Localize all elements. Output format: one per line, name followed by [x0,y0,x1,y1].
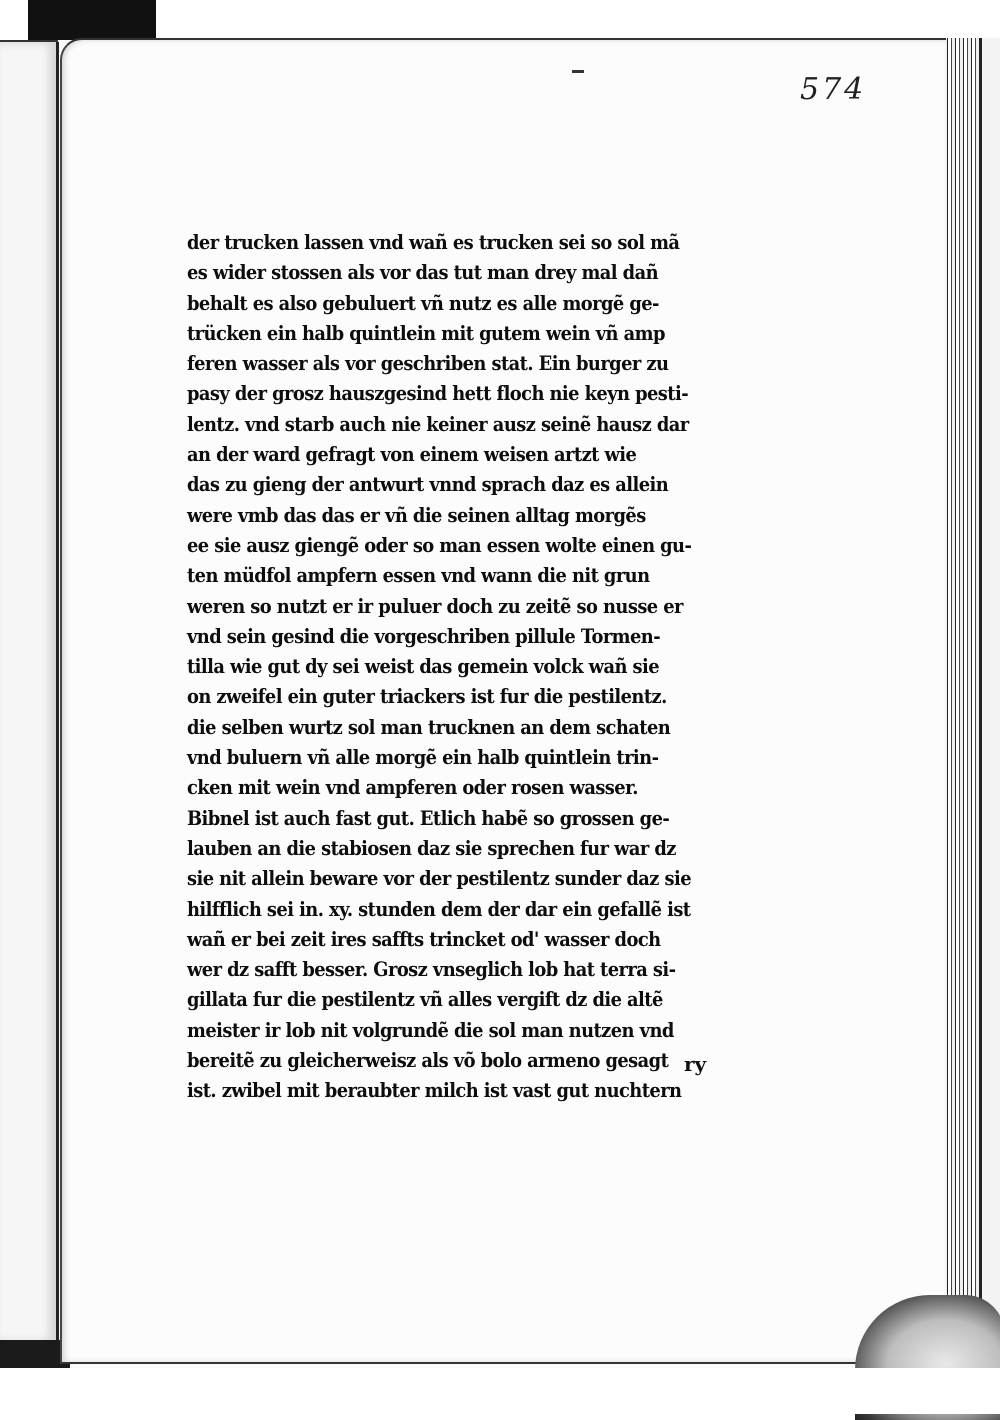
text-line: gillata fur die pestilentz vñ alles vergift dz die altẽ [187,988,663,1012]
text-line: an der ward gefragt von einem weisen artzt wie [187,443,637,467]
blackletter-text-block [187,228,727,1107]
text-line: lentz. vnd starb auch nie keiner ausz seinẽ hausz dar [187,412,689,436]
text-line: tilla wie gut dy sei weist das gemein volck wañ sie [187,655,660,679]
text-line: behalt es also gebuluert vñ nutz es alle morgẽ ge- [187,291,659,315]
text-line: bereitẽ zu gleicherweisz als võ bolo armeno gesagt [187,1049,669,1073]
text-line: die selben wurtz sol man trucknen an dem schaten [187,715,671,739]
text-line: wañ er bei zeit ires saffts trincket od' wasser doch [187,927,661,951]
text-line: meister ir lob nit volgrundẽ die sol man nutzen vnd [187,1018,674,1042]
text-line: cken mit wein vnd ampferen oder rosen wasser. [187,776,638,800]
text-line: feren wasser als vor geschriben stat. Ein burger zu [187,352,669,376]
text-line: pasy der grosz hauszgesind hett floch nie keyn pesti- [187,382,689,406]
text-line: der trucken lassen vnd wañ es trucken sei so sol mã [187,231,680,254]
text-line: sie nit allein beware vor der pestilentz sunder daz sie [187,867,692,891]
text-line: lauben an die stabiosen daz sie sprechen fur war dz [187,836,676,860]
left-page [0,42,59,1342]
text-line: Bibnel ist auch fast gut. Etlich habẽ so grossen ge- [187,806,670,830]
folio-number: 574 [800,72,867,107]
ink-mark [572,70,584,73]
text-line: ee sie ausz giengẽ oder so man essen wolte einen gu- [187,533,692,557]
signature-mark: ry [684,1052,707,1076]
text-line: ist. zwibel mit beraubter milch ist vast gut nuchtern [187,1079,682,1103]
binding-shadow [28,0,156,40]
text-line: ten müdfol ampfern essen vnd wann die nit grun [187,564,650,588]
text-line: hilfflich sei in. xy. stunden dem der dar ein gefallẽ ist [187,897,691,921]
text-line: das zu gieng der antwurt vnnd sprach daz es allein [187,473,669,497]
text-line: weren so nutzt er ir puluer doch zu zeitẽ so nusse er [187,594,683,618]
text-line: trücken ein halb quintlein mit gutem wein vñ amp [187,321,665,345]
top-margin [0,0,1000,40]
text-line: on zweifel ein guter triackers ist fur die pestilentz. [187,685,667,709]
text-line: were vmb das das er vñ die seinen alltag morgẽs [187,503,646,527]
text-line: vnd buluern vñ alle morgẽ ein halb quintlein trin- [187,746,659,770]
text-line: es wider stossen als vor das tut man drey mal dañ [187,261,659,285]
text-line: vnd sein gesind die vorgeschriben pillule Tormen- [187,624,661,648]
page-stack-edges [940,38,1000,1368]
bottom-margin [0,1368,1000,1414]
text-line: wer dz safft besser. Grosz vnseglich lob hat terra si- [187,958,676,982]
